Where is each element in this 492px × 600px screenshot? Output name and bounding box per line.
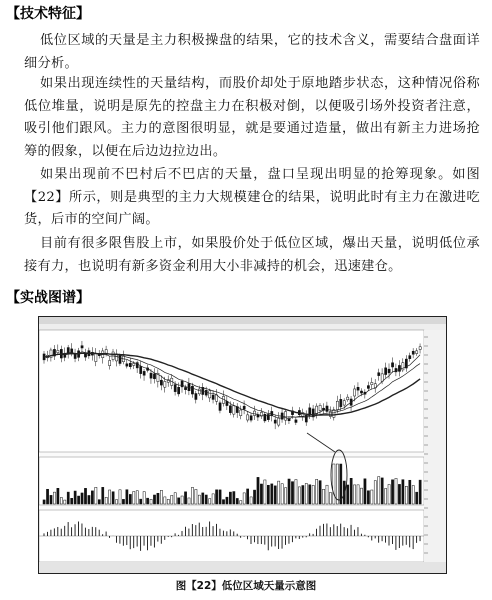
paragraph-1: 低位区域的天量是主力积极操盘的结果，它的技术含义，需要结合盘面详细分析。 bbox=[24, 33, 480, 71]
volume-bar bbox=[184, 492, 186, 504]
volume-bar bbox=[298, 487, 300, 504]
candle-body bbox=[319, 405, 321, 410]
candle-body bbox=[271, 411, 273, 415]
volume-bar bbox=[322, 489, 324, 504]
volume-bar bbox=[50, 495, 52, 504]
bracket-close: 】 bbox=[76, 290, 90, 306]
candle-body bbox=[195, 394, 197, 400]
volume-bar bbox=[78, 496, 80, 504]
figure-caption: 图【22】低位区域天量示意图 bbox=[175, 580, 317, 592]
candle-body bbox=[278, 418, 280, 425]
volume-bar bbox=[236, 498, 238, 504]
volume-bar bbox=[46, 489, 48, 504]
section-title: 技术特征 bbox=[20, 6, 76, 22]
volume-bar bbox=[212, 494, 214, 504]
candle-body bbox=[212, 395, 214, 399]
chart-title-strip bbox=[39, 317, 446, 324]
volume-bar bbox=[98, 500, 100, 504]
volume-bar bbox=[126, 490, 128, 504]
candle-body bbox=[153, 374, 155, 379]
volume-bar bbox=[395, 478, 397, 504]
volume-bar bbox=[274, 486, 276, 504]
volume-bar bbox=[226, 497, 228, 504]
date-axis-strip bbox=[39, 562, 446, 573]
candle-body bbox=[360, 391, 362, 393]
volume-bar bbox=[157, 493, 159, 504]
volume-bar bbox=[81, 493, 83, 504]
volume-bar bbox=[202, 493, 204, 504]
stock-chart-image bbox=[39, 317, 446, 573]
volume-bar bbox=[271, 484, 273, 504]
bracket-open: 【 bbox=[6, 290, 20, 306]
volume-bar bbox=[381, 478, 383, 504]
candle-body bbox=[160, 380, 162, 385]
volume-bar bbox=[216, 490, 218, 504]
volume-bar bbox=[129, 494, 131, 504]
volume-bar bbox=[243, 493, 245, 504]
volume-bar bbox=[143, 492, 145, 504]
volume-bar bbox=[278, 481, 280, 504]
volume-bar bbox=[264, 480, 266, 504]
candle-body bbox=[343, 401, 345, 405]
candle-body bbox=[109, 360, 111, 365]
candle-body bbox=[316, 406, 318, 413]
volume-bar bbox=[412, 486, 414, 504]
candle-body bbox=[253, 411, 255, 415]
volume-bar bbox=[364, 479, 366, 504]
volume-bar bbox=[102, 487, 104, 504]
candle-body bbox=[329, 411, 331, 416]
volume-bar bbox=[350, 478, 352, 504]
volume-bar bbox=[122, 499, 124, 504]
volume-bar bbox=[112, 492, 114, 504]
volume-bar bbox=[91, 491, 93, 504]
price-scale bbox=[424, 330, 446, 562]
candle-body bbox=[247, 415, 249, 420]
volume-bar bbox=[419, 480, 421, 504]
candle-body bbox=[416, 351, 418, 354]
volume-bar bbox=[391, 480, 393, 504]
volume-bar bbox=[147, 498, 149, 504]
volume-bar bbox=[188, 498, 190, 504]
volume-bar bbox=[167, 499, 169, 504]
volume-bar bbox=[416, 492, 418, 504]
bracket-open: 【 bbox=[6, 6, 20, 22]
candle-body bbox=[229, 406, 231, 413]
volume-bar bbox=[115, 500, 117, 504]
volume-bar bbox=[329, 493, 331, 504]
volume-bar bbox=[205, 495, 207, 504]
volume-bar bbox=[405, 486, 407, 504]
candle-body bbox=[174, 385, 176, 392]
candle-body bbox=[326, 406, 328, 411]
volume-bar bbox=[347, 485, 349, 504]
candle-body bbox=[340, 399, 342, 407]
volume-bar bbox=[171, 495, 173, 504]
volume-bar bbox=[388, 484, 390, 504]
volume-bar bbox=[74, 491, 76, 504]
volume-bar bbox=[336, 464, 338, 504]
candle-body bbox=[181, 381, 183, 387]
volume-bar bbox=[378, 477, 380, 504]
candle-body bbox=[81, 346, 83, 348]
candle-body bbox=[184, 387, 186, 389]
candle-body bbox=[243, 406, 245, 409]
candle-body bbox=[143, 371, 145, 375]
volume-bar bbox=[60, 498, 62, 504]
candle-body bbox=[378, 373, 380, 376]
candle-body bbox=[285, 412, 287, 421]
candle-body bbox=[240, 410, 242, 416]
stock-chart-figure bbox=[38, 316, 447, 574]
volume-bar bbox=[140, 499, 142, 504]
candle-body bbox=[357, 387, 359, 390]
volume-bar bbox=[333, 464, 335, 504]
volume-bar bbox=[312, 485, 314, 504]
volume-bar bbox=[64, 500, 66, 504]
volume-bar bbox=[354, 485, 356, 504]
volume-bar bbox=[95, 487, 97, 504]
volume-bar bbox=[309, 485, 311, 504]
volume-bar bbox=[326, 485, 328, 504]
volume-bar bbox=[153, 495, 155, 504]
volume-bar bbox=[191, 487, 193, 504]
volume-bar bbox=[240, 501, 242, 504]
candle-body bbox=[198, 389, 200, 394]
volume-bar bbox=[371, 490, 373, 504]
volume-bar bbox=[71, 498, 73, 504]
paragraph-4: 目前有很多限售股上市，如果股价处于低位区域，爆出天量，说明低位承接有力，也说明有新多资金利用大小非减持的机会，迅速建仓。 bbox=[24, 236, 480, 274]
volume-bar bbox=[109, 490, 111, 504]
candle-body bbox=[367, 386, 369, 389]
candle-body bbox=[233, 405, 235, 414]
candle-body bbox=[150, 373, 152, 378]
volume-bar bbox=[43, 500, 45, 504]
paragraph-3: 如果出现前不巴村后不巴店的天量，盘口呈现出明显的抢筹现象。如图【22】所示，则是典型的主力大规模建仓的结果，说明此时有主力在激进吃货，后市的空间广阔。 bbox=[24, 167, 480, 227]
volume-bar bbox=[164, 497, 166, 504]
candle-body bbox=[419, 347, 421, 350]
volume-bar bbox=[178, 498, 180, 504]
candle-body bbox=[388, 369, 390, 373]
price-panel bbox=[39, 330, 424, 452]
volume-bar bbox=[281, 484, 283, 504]
volume-bar bbox=[84, 488, 86, 504]
candle-body bbox=[371, 382, 373, 384]
chart-legend-strip bbox=[39, 324, 446, 330]
candle-body bbox=[409, 356, 411, 359]
volume-bar bbox=[174, 493, 176, 504]
candle-body bbox=[391, 363, 393, 367]
volume-bar bbox=[319, 481, 321, 504]
volume-bar bbox=[360, 488, 362, 504]
candle-body bbox=[274, 420, 276, 423]
candle-body bbox=[250, 416, 252, 420]
volume-bar bbox=[305, 483, 307, 504]
volume-bar bbox=[267, 485, 269, 504]
volume-bar bbox=[285, 488, 287, 504]
candle-body bbox=[236, 407, 238, 413]
volume-bar bbox=[302, 485, 304, 504]
candle-body bbox=[347, 397, 349, 400]
bracket-close: 】 bbox=[76, 6, 90, 22]
volume-bar bbox=[222, 500, 224, 504]
candle-body bbox=[133, 363, 135, 365]
volume-bar bbox=[316, 479, 318, 504]
volume-bar bbox=[402, 480, 404, 504]
volume-bar bbox=[357, 485, 359, 504]
candle-body bbox=[209, 391, 211, 398]
paragraph-2: 如果出现连续性的天量结构，而股价却处于原地踏步状态，这种情况俗称低位堆量，说明是原先的控盘主力在积极对倒，以便吸引场外投资者注意，吸引他们跟风。主力的意图很明显，就是要通过造量，做出有新主力进场抢筹的假象，以便在后边边拉边出。 bbox=[24, 76, 480, 159]
volume-bar bbox=[160, 490, 162, 504]
volume-bar bbox=[198, 495, 200, 504]
section-header-chart bbox=[6, 288, 90, 308]
candle-body bbox=[95, 353, 97, 361]
candle-body bbox=[126, 364, 128, 366]
candle-body bbox=[354, 389, 356, 396]
volume-bar bbox=[374, 481, 376, 504]
candle-body bbox=[398, 365, 400, 371]
candle-body bbox=[412, 351, 414, 354]
candle-body bbox=[267, 414, 269, 419]
volume-bar bbox=[398, 484, 400, 504]
volume-bar bbox=[288, 479, 290, 504]
candle-body bbox=[385, 368, 387, 375]
volume-bar bbox=[257, 477, 259, 504]
volume-bar bbox=[385, 489, 387, 504]
volume-bar bbox=[295, 480, 297, 504]
candle-body bbox=[264, 414, 266, 421]
candle-body bbox=[312, 409, 314, 417]
volume-bar bbox=[229, 492, 231, 504]
candle-body bbox=[381, 374, 383, 381]
candle-body bbox=[295, 420, 297, 423]
volume-bar bbox=[340, 464, 342, 504]
volume-bar bbox=[181, 496, 183, 504]
volume-bar bbox=[119, 490, 121, 504]
volume-bar bbox=[367, 491, 369, 504]
candle-body bbox=[219, 403, 221, 411]
volume-bar bbox=[209, 499, 211, 504]
candle-body bbox=[164, 381, 166, 387]
volume-bar bbox=[250, 497, 252, 504]
candle-body bbox=[129, 363, 131, 367]
candle-body bbox=[336, 401, 338, 409]
volume-bar bbox=[53, 492, 55, 504]
candle-body bbox=[119, 356, 121, 364]
volume-bar bbox=[67, 492, 69, 504]
candle-body bbox=[178, 387, 180, 394]
volume-bar bbox=[291, 482, 293, 504]
candle-body bbox=[402, 363, 404, 370]
volume-bar bbox=[195, 489, 197, 504]
volume-bar bbox=[133, 492, 135, 504]
section-header-technical bbox=[6, 4, 90, 24]
volume-bar bbox=[233, 492, 235, 504]
volume-bar bbox=[219, 490, 221, 504]
candle-body bbox=[191, 386, 193, 394]
candle-body bbox=[57, 350, 59, 352]
volume-bar bbox=[247, 489, 249, 504]
volume-bar bbox=[105, 497, 107, 504]
candle-body bbox=[140, 366, 142, 373]
volume-bar bbox=[409, 480, 411, 504]
volume-bar bbox=[57, 488, 59, 504]
section-title: 实战图谱 bbox=[20, 290, 76, 306]
volume-bar bbox=[150, 499, 152, 504]
volume-bar bbox=[136, 491, 138, 504]
volume-bar bbox=[253, 490, 255, 504]
volume-bar bbox=[88, 495, 90, 504]
volume-bar bbox=[260, 484, 262, 504]
